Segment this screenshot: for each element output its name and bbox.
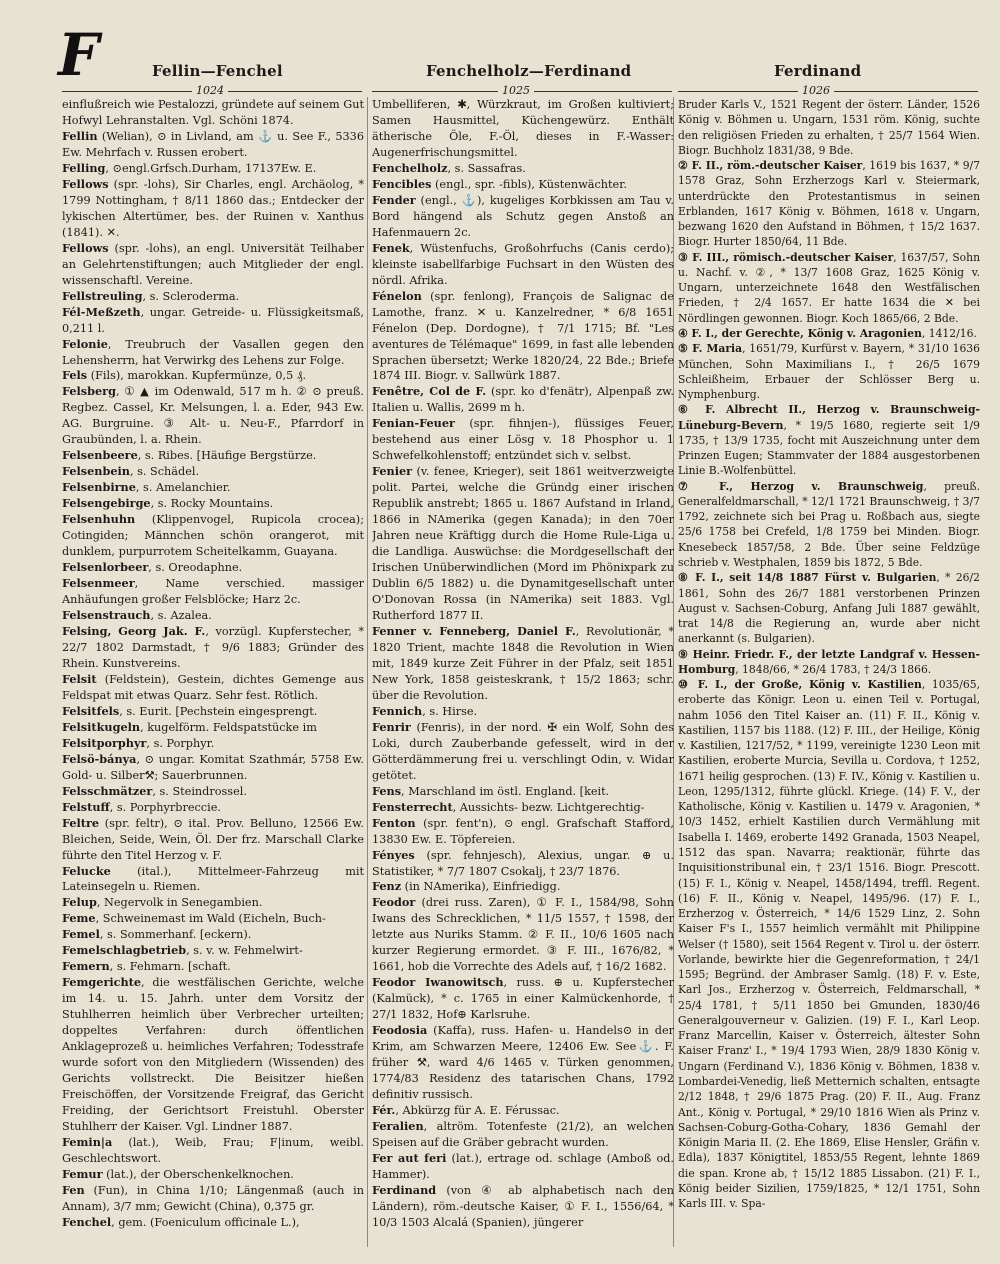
entry-headword: ⑤ F. Maria — [678, 342, 743, 356]
entry-headword: Fenek — [372, 240, 410, 255]
entry-text: , s. Scleroderma. — [142, 289, 240, 303]
entry-headword: Felsenhuhn — [62, 512, 136, 527]
dictionary-entry — [62, 177, 364, 241]
dictionary-entry — [62, 289, 364, 305]
entry-text: , 1412/16. — [921, 326, 977, 340]
dictionary-entry — [62, 624, 364, 672]
entry-text: (lat.), Weib, Frau; F|inum, weibl. Geschlechtswort. — [62, 1135, 364, 1165]
entry-headword: Fens — [372, 783, 402, 798]
dictionary-entry — [62, 864, 364, 896]
dictionary-entry — [372, 800, 674, 816]
dictionary-entry — [678, 402, 980, 478]
dictionary-entry — [372, 289, 674, 385]
entry-text: , Schweinemast im Wald (Eicheln, Buch- — [95, 912, 326, 926]
entry-text: , Revolutionär, * 1820 Trient, machte 1848 die Revolution in Wien mit, 1849 kurze Zeit Führer in der Pfalz, seit 1851 New York, 1858 geisteskrank, † 15/2 1863; schr. über die Revolution. — [372, 624, 674, 702]
dictionary-entry — [372, 177, 674, 193]
dictionary-entry — [62, 496, 364, 512]
entry-headword: Femin|a — [62, 1134, 113, 1149]
entry-headword: Felsing, Georg Jak. F. — [62, 623, 206, 638]
dictionary-entry — [678, 158, 980, 250]
dictionary-entry — [62, 975, 364, 1135]
entry-text: (v. fenee, Krieger), seit 1861 weitverzweigte polit. Partei, welche die Gründg einer irischen Republik anstrebt; 1865 u. 1867 Aufstand in Irland, 1866 in NAmerika (gegen Kanada); in den 70er Jahren neue Kräftigg durch die Home Rule-Liga u. die Landliga. Auswüchse: die Mordgesellschaft der Irischen Unüberwindlichen (Mord im Phönixpark zu Dublin 6/5 1882) u. die Dynamitgesellschaft unter O'Donovan Rossa (in NAmerika) seit 1883. Vgl. Rutherford 1877 II. — [372, 465, 674, 622]
entry-headword: Felsenbirne — [62, 480, 136, 495]
dictionary-entry — [62, 512, 364, 560]
page-number-left: 1024 — [192, 84, 228, 97]
entry-headword: Fencibles — [372, 176, 432, 191]
column-3 — [678, 97, 980, 1250]
entry-headword: Felsschmätzer — [62, 783, 153, 798]
entry-headword: Felsitfels — [62, 703, 120, 718]
entry-headword: Fellin — [62, 128, 98, 143]
dictionary-entry — [372, 193, 674, 241]
entry-headword: Felsit — [62, 671, 97, 686]
dictionary-entry — [372, 241, 674, 289]
entry-text: , * 19/5 1680, regierte seit 1/9 1735, † 13/9 1735, focht mit Auszeichnung unter dem Prinzen Eugen; Stammvater der 1884 ausgestorbenen Linie B.-Wolfenbüttel. — [678, 418, 980, 478]
entry-headword: Felucke — [62, 863, 111, 878]
entry-text: , Aussichts- bezw. Lichtgerechtig- — [452, 800, 645, 814]
entry-headword: Femern — [62, 959, 110, 974]
dictionary-entry — [62, 672, 364, 704]
entry-text: (spr. fent'n), ⊙ engl. Grafschaft Stafford, 13830 Ew. E. Töpfereien. — [372, 816, 674, 846]
entry-headword: Ferdinand — [372, 1182, 437, 1197]
page-number-right-rule — [678, 84, 978, 98]
entry-text: , ungar. Getreide- u. Flüssigkeitsmaß, 0,211 l. — [62, 305, 364, 335]
entry-headword: Felsenlorbeer — [62, 560, 149, 575]
dictionary-entry — [678, 250, 980, 326]
entry-headword: Fender — [372, 192, 416, 207]
entry-text: , s. Sommerhanf. [eckern). — [99, 928, 252, 942]
entry-text: , s. Amelanchier. — [135, 481, 231, 495]
entry-text: (Fils), marokkan. Kupfermünze, 0,5 ₰. — [87, 369, 307, 383]
entry-text: Bruder Karls V., 1521 Regent der österr. Länder, 1526 König v. Böhmen u. Ungarn, 1531 röm. König, suchte den religiösen Frieden zu erhalten, † 25/7 1564 Wien. Biogr. Buchholz 1831/38, 9 Bde. — [678, 98, 980, 157]
entry-text: , s. Rocky Mountains. — [150, 497, 274, 511]
entry-headword: ⑨ Heinr. Friedr. F., der letzte Landgraf v. Hessen-Homburg — [678, 647, 980, 676]
entry-headword: Felup — [62, 895, 97, 910]
entry-headword: ② F. II., röm.-deutscher Kaiser — [678, 159, 863, 173]
dictionary-entry — [62, 1215, 364, 1231]
entry-headword: ⑦ F., Herzog v. Braunschweig — [678, 479, 924, 493]
entry-headword: Feme — [62, 911, 96, 926]
entry-text: (drei russ. Zaren), ① F. I., 1584/98, Sohn Iwans des Schrecklichen, * 11/5 1557, † 1598, der letzte aus Nuriks Stamm. ② F. II., 10/6 1605 nach kurzer Regierung ermordet. ③ F. III., 1676/82, * 1661, hob die Vorrechte des Adels auf, † 16/2 1682. — [372, 896, 674, 974]
entry-text: , 1035/65, eroberte das Königr. Leon u. einen Teil v. Portugal, nahm 1056 den Titel Kaiser an. (11) F. II., König v. Kastilien, 1157 bis 1188. (12) F. III., der Heilige, König v. Kastilien, 1217/52, * 1199, vereinigte 1230 Leon mit Kastilien, eroberte Murcia, Sevilla u. Cordova, † 1252, 1671 heilig gesprochen. (13) F. IV., König v. Kastilien u. Leon, 1295/1312, führte glückl. Kriege. (14) F. V., der Katholische, König v. Kastilien u. 1479 v. Aragonien, * 10/3 1452, erhielt Kastilien durch Vermählung mit Isabella I. 1469, eroberte 1492 Granada, 1503 Neapel, 1512 das span. Navarra; reaktionär, führte das Inquisitionstribunal ein, † 23/1 1516. Biogr. Prescott. (15) F. I., König v. Neapel, 1458/1494, treffl. Regent. (16) F. II., König v. Neapel, 1495/96. (17) F. I., Erzherzog v. Österreich, * 14/6 1529 Linz, 2. Sohn Kaiser F's I., 1557 heimlich vermählt mit Philippine Welser († 1580), seit 1564 Regent v. Tirol u. der österr. Vorlande, bewirkte hier die Gegenreformation, † 24/1 1595; Begründ. der Ambraser Samlg. (18) F. v. Este, Karl Jos., Erzherzog v. Österreich, Feldmarschall, * 25/4 1781, † 5/11 1850 bei Gmunden, 1830/46 Generalgouverneur v. Galizien. (19) F. I., Karl Leop. Franz Marcellin, Kaiser v. Österreich, ältester Sohn Kaiser Franz' I., * 19/4 1793 Wien, 28/9 1830 König v. Ungarn (Ferdinand V.), 1836 König v. Böhmen, 1838 v. Lombardei-Venedig, ließ Metternich schalten, entsagte 2/12 1848, † 29/6 1875 Prag. (20) F. II., Aug. Franz Ant., König v. Portugal, * 29/10 1816 Wien als Prinz v. Sachsen-Coburg-Gotha-Cohary, 1836 Gemahl der Königin Maria II. (2. Ehe 1869, Elise Hensler, Gräfin v. Edla), 1837 Königtitel, 1853/55 Regent, lehnte 1869 die span. Krone ab, † 15/12 1885 Lissabon. (21) F. I., König beider Sizilien, 1759/1825, * 12/1 1751, Sohn Karls III. v. Spa- — [678, 678, 980, 1211]
dictionary-entry — [372, 720, 674, 784]
entry-headword: Fenchel — [62, 1214, 112, 1229]
dictionary-entry — [678, 647, 980, 678]
entry-text: , s. Porphyrbreccie. — [109, 800, 221, 814]
dictionary-entry — [62, 784, 364, 800]
dictionary-entry — [372, 1023, 674, 1103]
entry-headword: Fenier — [372, 464, 413, 479]
entry-text: (Feldstein), Gestein, dichtes Gemenge aus Feldspat mit etwas Quarz. Sehr fest. Rötlich. — [62, 672, 364, 702]
entry-headword: Felling — [62, 160, 106, 175]
dictionary-entry — [678, 677, 980, 1211]
entry-text: , s. Oreodaphne. — [148, 561, 243, 575]
entry-headword: Felsengebirge — [62, 496, 151, 511]
entry-headword: Fenchelholz — [372, 160, 448, 175]
dictionary-entry — [62, 736, 364, 752]
dictionary-entry — [372, 1183, 674, 1231]
column-2 — [372, 97, 674, 1250]
entry-text: (Kaffa), russ. Hafen- u. Handels⊙ in der Krim, am Schwarzen Meere, 12406 Ew. See⚓. F. früher ⚒, ward 4/6 1465 v. Türken genommen, 1774/83 Residenz des tatarischen Chans, 1792 definitiv russisch. — [372, 1024, 674, 1102]
entry-headword: Fenêtre, Col de F. — [372, 384, 487, 399]
entry-headword: Feralien — [372, 1119, 424, 1133]
entry-text: einflußreich wie Pestalozzi, gründete auf seinem Gut Hofwyl Lehranstalten. Vgl. Schöni 1874. — [62, 98, 364, 127]
entry-text: (spr. fenlong), François de Salignac de Lamothe, franz. ✕ u. Kanzelredner, * 6/8 1651 Fénelon (Dep. Dordogne), † 7/1 1715; Bf. "Les aventures de Télémaque" 1699, in fast alle lebenden Sprachen übersetzt; Werke 1820/24, 22 Bde.; Briefe 1874 III. Biogr. v. Sallwürk 1887. — [372, 289, 674, 383]
dictionary-entry — [62, 241, 364, 289]
dictionary-entry — [62, 911, 364, 927]
entry-text: , s. v. w. Fehmelwirt- — [186, 944, 303, 958]
entry-text: , s. Hirse. — [422, 704, 478, 718]
dictionary-entry — [372, 384, 674, 416]
entry-headword: Fenz — [372, 879, 402, 894]
entry-headword: Femur — [62, 1166, 103, 1181]
entry-text: , Abkürzg für A. E. Férussac. — [395, 1104, 560, 1118]
entry-headword: Feodor Iwanowitsch — [372, 975, 504, 990]
dictionary-entry — [372, 1151, 674, 1183]
entry-text: , ① ▲ im Odenwald, 517 m h. ② ⊙ preuß. Regbez. Cassel, Kr. Melsungen, l. a. Eder, 943 Ew. AG. Burgruine. ③ Alt- u. Neu-F., Pfarrdorf in Graubünden, l. a. Rhein. — [62, 385, 364, 447]
entry-text: , ⊙ ungar. Komitat Szathmár, 5758 Ew. Gold- u. Silber⚒; Sauerbrunnen. — [62, 752, 364, 782]
dictionary-entry — [372, 975, 674, 1023]
entry-headword: Felsenmeer — [62, 576, 135, 591]
dictionary-entry — [62, 1183, 364, 1215]
entry-text: , 1651/79, Kurfürst v. Bayern, * 31/10 1636 München, Sohn Maximilians I., † 26/5 1679 Schleißheim, Erbauer der Schlösser Berg u. Nymphenburg. — [678, 342, 980, 402]
entry-headword: Femgerichte — [62, 975, 142, 990]
entry-headword: Fels — [62, 368, 88, 383]
dictionary-entry — [62, 464, 364, 480]
entry-text: (lat.), der Oberschenkelknochen. — [102, 1167, 294, 1181]
entry-text: (spr. -lohs), Sir Charles, engl. Archäolog, * 1799 Nottingham, † 8/11 1860 das.; Entdecker der lykischen Altertümer, bes. der Ruinen v. Xanthus (1841). ✕. — [62, 177, 364, 239]
dictionary-entry — [372, 161, 674, 177]
entry-headword: ⑩ F. I., der Große, König v. Kastilien — [678, 678, 922, 692]
entry-headword: Fellows — [62, 240, 109, 255]
entry-headword: Fenton — [372, 815, 416, 830]
entry-text: , s. Schädel. — [129, 465, 200, 479]
entry-headword: Feodor — [372, 895, 416, 910]
page-number-left-rule — [62, 84, 362, 98]
entry-headword: ⑧ F. I., seit 14/8 1887 Fürst v. Bulgarien — [678, 571, 937, 585]
entry-text: (spr. feltr), ⊙ ital. Prov. Belluno, 12566 Ew. Bleichen, Seide, Wein, Öl. Der frz. Marschall Clarke führte den Titel Herzog v. F. — [62, 816, 364, 862]
entry-text: , s. Steindrossel. — [152, 784, 247, 798]
entry-headword: Fen — [62, 1182, 85, 1197]
entry-headword: Fer aut feri — [372, 1150, 447, 1165]
entry-headword: Fensterrecht — [372, 799, 453, 814]
entry-headword: Felsitkugeln — [62, 719, 141, 734]
entry-text: , Wüstenfuchs, Großohrfuchs (Canis cerdo); kleinste isabellfarbige Fuchsart in den Wüsten des nördl. Afrika. — [372, 241, 674, 287]
dictionary-entry — [372, 784, 674, 800]
page-number-center: 1025 — [498, 84, 534, 97]
column-divider-1 — [367, 97, 368, 1247]
running-head-center: Fenchelholz—Ferdinand — [426, 62, 632, 80]
entry-text: , s. Ribes. [Häufige Bergstürze. — [137, 449, 317, 463]
entry-text: (Fenris), in der nord. ✠ ein Wolf, Sohn des Loki, durch Zauberbande gefesselt, wird in der Götterdämmerung frei u. verschlingt Odin, v. Widar getötet. — [372, 720, 674, 782]
entry-headword: ⑥ F. Albrecht II., Herzog v. Braunschweig-Lüneburg-Bevern — [678, 403, 980, 432]
entry-text: , russ. ⊕ u. Kupferstecher (Kalmück), * c. 1765 in einer Kalmückenhorde, † 27/1 1832, Hof⊕ Karlsruhe. — [372, 976, 674, 1022]
entry-text: , s. Porphyr. — [146, 736, 215, 750]
dictionary-entry — [62, 384, 364, 448]
dictionary-entry — [62, 1167, 364, 1183]
dictionary-entry — [372, 816, 674, 848]
entry-text: , s. Sassafras. — [447, 161, 526, 175]
entry-text: , s. Eurit. [Pechstein eingesprengt. — [119, 704, 318, 718]
dictionary-entry — [62, 448, 364, 464]
entry-text: , kugelförm. Feldspatstücke im — [140, 720, 317, 734]
dictionary-entry — [372, 97, 674, 161]
dictionary-entry — [62, 959, 364, 975]
entry-text: (spr. fihnjen-), flüssiges Feuer, bestehend aus einer Lösg v. 18 Phosphor u. 1 Schwefelkohlenstoff; entzündet sich v. selbst. — [372, 417, 674, 463]
page-number-center-rule — [372, 84, 672, 98]
entry-headword: Fellstreuling — [62, 288, 143, 303]
entry-text: (spr. fehnjesch), Alexius, ungar. ⊕ u. Statistiker, * 7/7 1807 Csokalj, † 23/7 1876. — [372, 848, 674, 878]
entry-headword: ③ F. III., römisch.-deutscher Kaiser — [678, 250, 894, 264]
dictionary-entry — [372, 895, 674, 975]
entry-text: , altröm. Totenfeste (21/2), an welchen Speisen auf die Gräber gebracht wurden. — [372, 1120, 674, 1149]
dictionary-entry — [62, 800, 364, 816]
entry-headword: Felsenbein — [62, 464, 130, 479]
entry-text: , * 26/2 1861, Sohn des 26/7 1881 verstorbenen Prinzen August v. Sachsen-Coburg, Anfang Juli 1887 gewählt, trat 14/8 die Regierung an, wurde aber nicht anerkannt (s. Bulgarien). — [678, 571, 980, 646]
dictionary-entry — [62, 943, 364, 959]
entry-text: , Negervolk in Senegambien. — [96, 896, 263, 910]
entry-headword: Fénelon — [372, 288, 422, 303]
dictionary-entry — [62, 608, 364, 624]
dictionary-entry — [62, 368, 364, 384]
entry-text: , 1637/57, Sohn u. Nachf. v. ②, * 13/7 1608 Graz, 1625 König v. Ungarn, unterzeichnete 1648 den Westfälischen Frieden, † 2/4 1657. Er hatte 1634 die ✕ bei Nördlingen gewonnen. Biogr. Koch 1865/66, 2 Bde. — [678, 250, 980, 325]
dictionary-entry — [62, 560, 364, 576]
entry-text: (spr. -lohs), an engl. Universität Teilhaber an Gelehrtenstiftungen; auch Mitglieder der engl. wissenschaftl. Vereine. — [62, 241, 364, 287]
entry-headword: Fenrir — [372, 719, 411, 734]
dictionary-entry — [62, 97, 364, 129]
dictionary-entry — [678, 326, 980, 341]
entry-headword: Fényes — [372, 847, 415, 862]
dictionary-entry — [62, 129, 364, 161]
entry-text: , s. Azalea. — [150, 609, 212, 622]
dictionary-entry — [678, 479, 980, 571]
section-letter: F — [58, 21, 100, 89]
entry-headword: Fenian-Feuer — [372, 416, 455, 431]
entry-headword: Fenner v. Fenneberg, Daniel F. — [372, 623, 576, 638]
dictionary-entry — [372, 416, 674, 464]
dictionary-entry — [372, 848, 674, 880]
dictionary-entry — [678, 97, 980, 158]
dictionary-entry — [62, 161, 364, 177]
running-head-left: Fellin—Fenchel — [152, 62, 283, 80]
page-number-right: 1026 — [798, 84, 834, 97]
dictionary-entry — [62, 480, 364, 496]
dictionary-entry — [62, 1135, 364, 1167]
running-head-right: Ferdinand — [774, 62, 862, 80]
dictionary-entry — [62, 816, 364, 864]
entry-text: , ⊙engl.Grfsch.Durham, 17137Ew. E. — [105, 161, 317, 175]
dictionary-entry — [62, 895, 364, 911]
dictionary-entry — [372, 704, 674, 720]
dictionary-entry — [372, 624, 674, 704]
dictionary-entry — [372, 464, 674, 624]
entry-text: (engl., spr. -fibls), Küstenwächter. — [431, 177, 627, 191]
entry-headword: Felsitporphyr — [62, 735, 147, 750]
column-1 — [62, 97, 364, 1250]
entry-text: , die westfälischen Gerichte, welche im 14. u. 15. Jahrh. unter dem Vorsitz der Stuhlherren heimlich über Verbrecher urteilten; doppeltes Verfahren: durch öffentlichen Anklageprozeß u. heimliches Verfahren; Todesstrafe wurde sofort von den Mitgliedern (Wissenden) des Gerichts vollstreckt. Die Beisitzer hießen Freischöffen, der Vorsitzende Freigraf, das Gericht Freiding, der Gerichtsort Freistuhl. Oberster Stuhlherr der Kaiser. Vgl. Lindner 1887. — [62, 976, 364, 1133]
entry-text: , gem. (Foeniculum officinale L.), — [111, 1215, 300, 1229]
entry-headword: Fennich — [372, 703, 423, 718]
dictionary-entry — [678, 570, 980, 646]
entry-headword: ④ F. I., der Gerechte, König v. Aragonien — [678, 326, 922, 340]
entry-text: (Klippenvogel, Rupicola crocea); Cotingiden; Männchen schön orangerot, mit dunklem, purpurrotem Scheitelkamm, Guayana. — [62, 513, 364, 559]
entry-text: (Fun), in China 1/10; Längenmaß (auch in Annam), 3/7 mm; Gewicht (China), 0,375 gr. — [62, 1183, 364, 1213]
entry-text: (lat.), ertrage od. schlage (Amboß od. Hammer). — [372, 1151, 674, 1181]
entry-text: (engl., ⚓), kugeliges Korbkissen am Tau v. Bord hängend als Schutz gegen Anstoß an Hafenmauern 2c. — [372, 193, 674, 239]
entry-headword: Felsö-bánya — [62, 751, 137, 766]
dictionary-entry — [62, 305, 364, 337]
entry-headword: Felsenstrauch — [62, 608, 151, 622]
entry-headword: Feodosia — [372, 1023, 428, 1038]
entry-text: (ital.), Mittelmeer-Fahrzeug mit Lateinsegeln u. Riemen. — [62, 864, 364, 894]
entry-headword: Fél-Meßzeth — [62, 304, 141, 319]
entry-text: , vorzügl. Kupferstecher, * 22/7 1802 Darmstadt, † 9/6 1883; Gründer des Rhein. Kunstvereins. — [62, 624, 364, 670]
entry-headword: Femel — [62, 927, 100, 942]
entry-text: , preuß. Generalfeldmarschall, * 12/1 1721 Braunschweig, † 3/7 1792, zeichnete sich bei Prag u. Roßbach aus, siegte 25/6 1758 bei Crefeld, 1/8 1759 bei Minden. Biogr. Knesebeck 1857/58, 2 Bde. Über seine Feldzüge schrieb v. Westphalen, 1859 bis 1872, 5 Bde. — [678, 479, 980, 569]
entry-headword: Felsenbeere — [62, 448, 138, 463]
dictionary-entry — [62, 752, 364, 784]
entry-text: (Welian), ⊙ in Livland, am ⚓ u. See F., 5336 Ew. Mehrfach v. Russen erobert. — [62, 129, 364, 159]
entry-text: , 1619 bis 1637, * 9/7 1578 Graz, Sohn Erzherzogs Karl v. Steiermark, unterdrückte den Protestantismus in seinen Erblanden, 1617 König v. Böhmen, 1618 v. Ungarn, bezwang 1620 den Aufstand in Böhmen, † 15/2 1637. Biogr. Hurter 1850/64, 11 Bde. — [678, 159, 980, 249]
dictionary-entry — [62, 337, 364, 369]
entry-headword: Feltre — [62, 815, 100, 830]
entry-headword: Fellows — [62, 176, 109, 191]
entry-text: (spr. ko d'fenätr), Alpenpaß zw. Italien u. Wallis, 2699 m h. — [372, 385, 674, 415]
entry-headword: Femelschlagbetrieb — [62, 943, 187, 958]
dictionary-entry — [372, 879, 674, 895]
dictionary-entry — [62, 720, 364, 736]
entry-headword: Felstuff — [62, 799, 110, 814]
entry-headword: Felonie — [62, 336, 108, 351]
dictionary-entry — [62, 927, 364, 943]
entry-text: , Name verschied. massiger Anhäufungen großer Felsblöcke; Harz 2c. — [62, 577, 364, 607]
entry-headword: Fér. — [372, 1103, 396, 1118]
entry-text: (von ④ ab alphabetisch nach den Ländern), röm.-deutsche Kaiser, ① F. I., 1556/64, * 10/3 1503 Alcalá (Spanien), jüngerer — [372, 1183, 674, 1229]
dictionary-entry — [678, 341, 980, 402]
dictionary-entry — [372, 1103, 674, 1119]
entry-text: , Treubruch der Vasallen gegen den Lehensherrn, hat Verwirkg des Lehens zur Folge. — [62, 337, 364, 367]
entry-text: , s. Fehmarn. [schaft. — [109, 960, 231, 974]
entry-text: , Marschland im östl. England. [keit. — [401, 784, 610, 798]
entry-text: Umbelliferen, ✱, Würzkraut, im Großen kultiviert; Samen Hausmittel, Küchengewürz. Enthält ätherische Öle, F.-Öl, dieses in F.-Wasser: Augenerfrischungsmittel. — [372, 98, 674, 159]
entry-text: , 1848/66, * 26/4 1783, † 24/3 1866. — [735, 662, 932, 676]
dictionary-entry — [62, 576, 364, 608]
entry-headword: Felsberg — [62, 384, 116, 399]
dictionary-entry — [372, 1119, 674, 1151]
entry-text: (in NAmerika), Einfriedigg. — [401, 880, 561, 894]
dictionary-entry — [62, 704, 364, 720]
